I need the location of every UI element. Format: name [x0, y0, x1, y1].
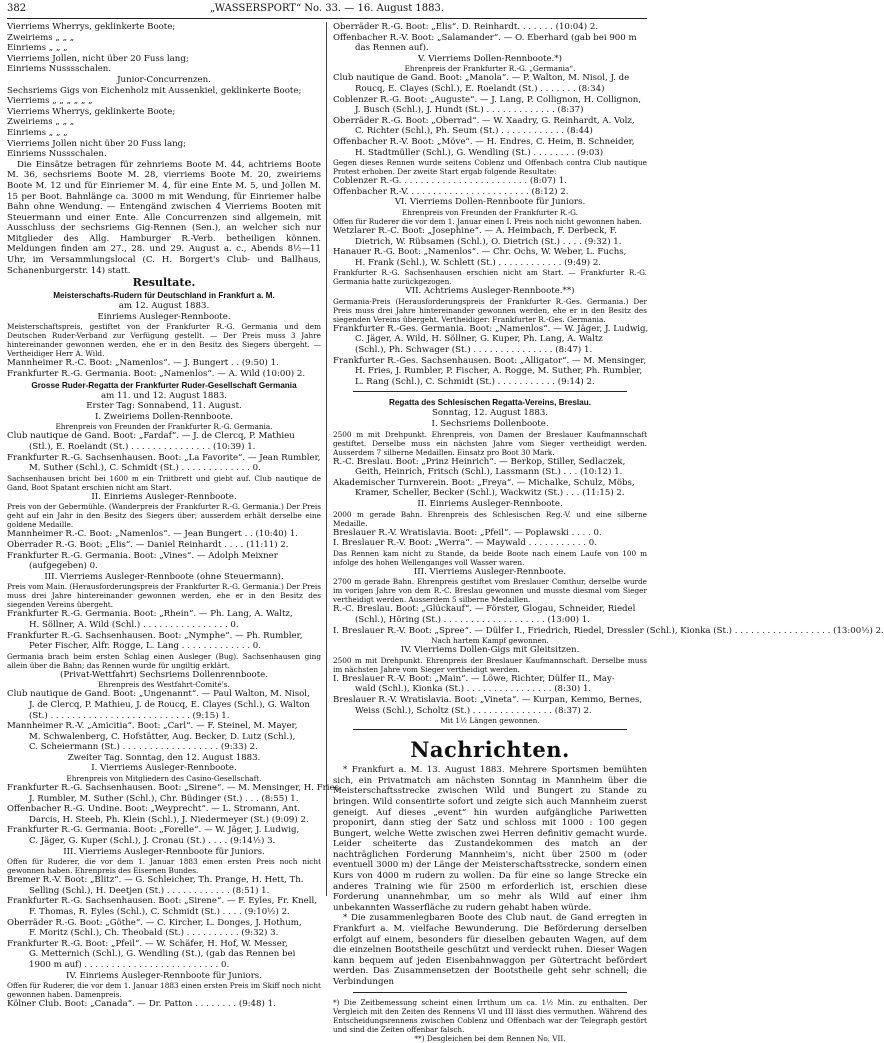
- text-line: Offenbacher R.-V. Boot: „Möve“. — H. Endres, C. Heim, B. Schneider,: [333, 136, 635, 147]
- text-line: Wetzlarer R.-C. Boot: „Josephine“. — A. Heimbach, F. Derbeck, F.: [333, 225, 618, 236]
- text-line: L. Rang (Schl.), C. Schmidt (St.) . . . . . . . . . . . (9:14) 2.: [355, 376, 595, 387]
- note: Nach hartem Kampf gewonnen.: [431, 636, 549, 646]
- note: Offen für Ruderer, die vor dem 1. Januar 1883 einen ersten Preis im Skiff noch nicht gewonnen haben. Damenpreis.: [7, 981, 321, 1000]
- regatta-heading: Grosse Ruder-Regatta der Frankfurter Ruder-Gesellschaft Germania: [31, 380, 297, 390]
- note: Preis von der Gebermühle. (Wanderpreis der Frankfurter R.-G. Germania.) Der Preis geht auf ein Jahr in den Besitz des Siegers über; ausserdem erhält derselbe eine goldene Medaille.: [7, 502, 321, 530]
- text-line: J. Rumbler, M. Suther (Schl.), Chr. Büdinger (St.) . . . (8:55) 1.: [29, 793, 299, 804]
- text-line: Frankfurter R.-G. Boot: „Pfeil“. — W. Schäfer, H. Hof, W. Messer,: [7, 938, 288, 949]
- text-line: Breslauer R.-V. Wratislavia. Boot: „Vineta“. — Kurpan, Kemmo, Bernes,: [333, 694, 643, 705]
- section-heading: Junior-Concurrenzen.: [117, 74, 211, 85]
- note: 2500 m mit Drehpunkt. Ehrenpreis, von Damen der Breslauer Kaufmannschaft gestiftet. Derselbe muss ein nächsten Jahre vom Sieger vertheidigt werden. Ausserdem 7 silberne Medaillen. Einsatz pro Boot 30 Mark.: [333, 429, 647, 457]
- text-line: Einriems „ „ „: [7, 127, 68, 138]
- text-line: (Stl.), E. Roelandt (St.) . . . . . . . . . . . . . . . (10:39) 1.: [29, 442, 256, 452]
- section-heading: am 11. und 12. August 1883.: [100, 390, 228, 401]
- text-line: Frankfurter R.-G. Germania. Boot: „Forelle“. — W. Jäger, J. Ludwig,: [7, 825, 300, 836]
- text-line: H. Stadtmüller (Schl.), G. Wendling (St.) . . . . . . . . (9:03): [355, 147, 604, 158]
- text-line: 1900 m auf) . . . . . . . . . . . . . . . . . . . . . . . . . 0.: [29, 959, 230, 970]
- separator-rule: [353, 391, 627, 392]
- text-line: Vierriems Wherrys, geklinkerte Boote;: [7, 22, 176, 32]
- text-line: Zweiriems „ „ „: [7, 117, 75, 128]
- text-line: (Schl.), Ph. Schwager (St.) . . . . . . . . . . . . . . . (8:47) 1.: [355, 345, 593, 356]
- text-line: Oberräder R.-G. Boot: „Oberrad“. — W. Xaadry, G. Reinhardt, A. Volz,: [333, 115, 635, 126]
- paragraph: Die Einsätze betragen für zehnriems Boote M. 44, achtriems Boote M. 36, sechsriems Boote M. 28, vierriems Boote M. 20, zweiriems Boote M. 12 und für Einriemer M. 4, für eine Ente M. 5, und Jollen M. 15 per Boot. Bahnlänge ca. 3000 m mit Wendung, für Einriemer halbe Bahn ohne Wendung. — Entengänd zwischen 4 Vierriems Booten mit Steuermann und einer Ente. Alle Concurrenzen sind allgemein, mit Ausschluss der sechsriems Gig-Rennen (Sen.), an welcher sich nur Mitglieder des Allg. Hamburger R.-Verb. betheiligen können. Meldungen finden am 27., 28. und 29. August a. c., Abends 8½—11 Uhr, im Versammlungslocal (C. H. Borgert's Club- und Ballhaus, Schanenburgerstr. 14) statt.: [7, 159, 321, 276]
- text-line: das Rennen auf).: [355, 43, 429, 54]
- section-heading: I. Vierriems Ausleger-Rennboote.: [91, 763, 237, 774]
- note: Germania brach beim ersten Schlag einen Ausleger (Bug). Sachsenhausen ging allein über die Bahn; das Rennen wurde für ungiltig erklärt.: [7, 651, 321, 670]
- text-line: Frankfurter R.-Ges. Germania. Boot: „Namenlos“. — W. Jäger, J. Ludwig,: [333, 323, 649, 334]
- note: Germania-Preis (Herausforderungspreis der Frankfurter R.-Ges. Germania.) Der Preis muss drei Jahre hintereinander gewonnen werden, ehe er in den Besitz des siegenden Vereins übergeht. Vertheidiger: Frankfurter R.-Ges. Germania.: [333, 296, 647, 324]
- text-line: Offenbacher R.-G. Undine. Boot: „Weyprecht“. — L. Stromann, Ant.: [7, 804, 301, 815]
- text-line: Geith, Heinrich, Fritsch (Schl.), Lassmann (St.) . . . (10:12) 1.: [355, 467, 623, 478]
- note: Ehrenpreis von Mitgliedern des Casino-Gesellschaft.: [66, 774, 262, 784]
- section-heading: III. Vierriems Ausleger-Rennboote.: [413, 566, 567, 577]
- section-heading: I. Sechsriems Dollenboote.: [431, 419, 549, 430]
- section-heading: am 12. August 1883.: [118, 301, 210, 312]
- text-line: F. Moritz (Schl.), Ch. Theobald (St.) . . . . . . . . . . (9:32) 3.: [29, 928, 279, 939]
- text-line: Mannheimer R.-C. Boot: „Namenlos“. — Jean Bungert . . (10:40) 1.: [7, 529, 298, 540]
- text-line: Selling (Schl.), H. Deetjen (St.) . . . . . . . . . . . . (8:51) 1.: [29, 885, 270, 896]
- note: Meisterschaftspreis, gestiftet von der Frankfurter R.-G. Germania und dem Deutschen Ruder-Verband zur Verfügung gestellt. — Der Preis muss 3 Jahre hintereinander gewonnen werden, ehe er in den Besitz des Siegers übergeht. — Vertheidiger Herr A. Wild.: [7, 322, 321, 359]
- right-column: [333, 22, 884, 1043]
- column-divider: [326, 22, 327, 896]
- text-line: R.-C. Breslau. Boot: „Glückauf“. — Förster, Glogau, Schneider, Riedel: [333, 604, 636, 615]
- text-line: Sechsriems Gigs von Eichenholz mit Aussenkiel, geklinkerte Boote;: [7, 85, 302, 96]
- text-line: Coblenzer R.-G. . . . . . . . . . . . . . . . . . . . . . . . (8:07) 1.: [333, 176, 567, 187]
- text-line: J. Busch (Schl.), J. Hundt (St.) . . . . . . . . . . . . . (8:37): [355, 105, 584, 116]
- text-line: R.-C. Breslau. Boot: „Prinz Heinrich“. — Berkop, Stiller, Sedlaczek,: [333, 456, 626, 467]
- text-line: Mannheimer R.-V. „Amicitia“. Boot: „Carl“. — F. Steinel, M. Mayer,: [7, 721, 298, 732]
- text-line: Kramer, Scheller, Becker (Schl.), Wackwitz (St.) . . . (11:15) 2.: [355, 488, 625, 499]
- text-line: Offenbacher R.-V. . . . . . . . . . . . . . . . . . . . . . . (8:12) 2.: [333, 186, 569, 197]
- section-heading: III. Vierriems Ausleger-Rennboote für Juniors.: [63, 846, 265, 857]
- text-line: Einriems Nussschalen.: [7, 149, 107, 160]
- text-line: Frankfurter R.-G. Sachsenhausen. Boot: „La Favorite“. — Jean Rumbler,: [7, 452, 321, 463]
- text-line: Oberräder R.-G. Boot: „Elis“. D. Reinhardt. . . . . . . (10:04) 2.: [333, 22, 599, 32]
- text-line: Hanauer R.-G. Boot: „Namenlos“. — Chr. Ochs, W. Weber, L. Fuchs,: [333, 247, 627, 258]
- text-line: Club nautique de Gand. Boot: „Fardaf“. — J. de Clercq, P. Mathieu: [7, 431, 295, 442]
- text-line: F. Thomas, R. Eyles (Schl.), C. Schmidt (St.) . . . . (9:10½) 2.: [29, 907, 290, 917]
- text-line: Vierriems Wherrys, geklinkerte Boote;: [7, 106, 176, 117]
- text-line: Mannheimer R.-C. Boot: „Namenlos“. — J. Bungert . . (9:50) 1.: [7, 358, 279, 369]
- text-line: Zweiriems „ „ „: [7, 32, 75, 43]
- section-heading: II. Einriems Ausleger-Rennboote.: [417, 499, 563, 509]
- text-line: Vierriems Jollen, nicht über 20 Fuss lang;: [7, 53, 189, 64]
- section-heading: V. Vierriems Dollen-Rennboote.*): [418, 53, 562, 64]
- section-title: Resultate.: [132, 276, 196, 290]
- note: 2500 m mit Drehpunkt. Ehrenpreis der Breslauer Kaufmannschaft. Derselbe muss im nächsten Jahre vom Sieger vertheidigt werden.: [333, 655, 647, 674]
- section-heading: III. Vierriems Ausleger-Rennboote (ohne Steuermann).: [44, 571, 284, 582]
- section-heading: Sonntag, 12. August 1883.: [431, 408, 549, 419]
- section-heading: IV. Vierriems Dollen-Gigs mit Gleitsitzen.: [400, 645, 580, 656]
- text-line: I. Breslauer R.-V. Boot: „Main“. — Löwe, Richter, Dülfer II., May-: [333, 673, 615, 684]
- text-line: Club nautique de Gand. Boot: „Manola“. — P. Walton, M. Nisol, J. de: [333, 73, 630, 84]
- text-line: Einriems Nusssschalen.: [7, 64, 112, 75]
- text-line: C. Jäger, G. Kuper (Schl.), J. Cronau (St.) . . . . (9:14½) 3.: [29, 836, 276, 847]
- note: Gegen dieses Rennen wurde seitens Coblenz und Offenbach contra Club nautique Protest erhoben. Der zweite Start ergab folgende Resultate:: [333, 158, 647, 177]
- text-line: (St.) . . . . . . . . . . . . . . . . . . . . . . . . . . (9:15) 1.: [29, 710, 230, 721]
- note: Frankfurter R.-G. Sachsenhausen erschien nicht am Start. — Frankfurter R.-G. Germania hatte zurückgezogen.: [333, 268, 647, 287]
- text-line: Frankfurter R.-G. Sachsenhausen. Boot: „Sirene“. — F. Eyles, Fr. Knell,: [7, 896, 317, 907]
- news-title: Nachrichten.: [410, 737, 570, 763]
- text-line: Breslauer R.-V. Wratislavia. Boot: „Pfeil“. — Poplawski . . . . 0.: [333, 527, 602, 538]
- text-line: Frankfurter R.-G. Germania. Boot: „Vines“. — Adolph Meixner: [7, 550, 278, 561]
- note: Das Rennen kam nicht zu Stande, da beide Boote nach einem Laufe von 100 m infolge des hohen Wellenganges voll Wasser waren.: [333, 548, 647, 567]
- text-line: Vierriems Jollen nicht über 20 Fuss lang;: [7, 138, 186, 149]
- text-line: Weiss (Schl.), Scholtz (St.) . . . . . . . . . . . . . . . (8:37) 2.: [355, 705, 592, 716]
- text-line: H. Söllner, A. Wild (Schl.) . . . . . . . . . . . . . . . . 0.: [29, 619, 239, 630]
- section-heading: I. Zweiriems Dollen-Rennboote.: [94, 411, 234, 422]
- note: *) Die Zeitbemessung scheint einen Irrthum um ca. 1½ Min. zu enthalten. Der Vergleich mit den Zeiten des Rennens VI und III lässt dies vermuthen. Während des Entscheidungsrennens zwischen Coblenz und Offenbach war der Telegraph gestört und sind die Zeiten offenbar falsch.: [333, 997, 647, 1034]
- text-line: Kölner Club. Boot: „Canada“. — Dr. Patton . . . . . . . . (9:48) 1.: [7, 999, 276, 1010]
- text-line: (Schl.), Höring (St.) . . . . . . . . . . . . . . . . . . . (13:00) 1.: [355, 614, 590, 625]
- running-title: „WASSERSPORT“ No. 33. — 16. August 1883.: [209, 3, 445, 14]
- text-line: Einriems „ „ „: [7, 43, 68, 54]
- text-line: Dietrich, W. Rübsamen (Schl.), O. Dietrich (St.) . . . . (9:32) 1.: [355, 236, 622, 247]
- text-line: C. Scheiermann (St.) . . . . . . . . . . . . . . . . . . (9:33) 2.: [29, 742, 258, 753]
- text-line: I. Breslauer R.-V. Boot: „Werra“. — Maywald . . . . . . . . . . . 0.: [333, 538, 597, 549]
- note: Sachsenhausen bricht bei 1600 m ein Triitbrett und giebt auf. Club nautique de Gand, Boot Spatant erschien nicht am Start.: [7, 473, 321, 492]
- note: Mit 1½ Längen gewonnen.: [440, 716, 540, 726]
- text-line: Akademischer Turnverein. Boot: „Freya“. — Michalke, Schulz, Möbs,: [333, 477, 635, 488]
- text-line: Coblenzer R.-G. Boot: „Auguste“. — J. Lang, P. Collignon, H. Collignon,: [333, 94, 642, 105]
- section-heading: IV. Einriems Ausleger-Rennboote für Juniors.: [66, 970, 262, 981]
- text-line: H. Fries, J. Rumbler, P. Fischer, A. Rogge, M. Suther, Ph. Rumbler,: [355, 366, 643, 377]
- section-heading: (Privat-Wettfahrt) Sechsriems Dollenrennboote.: [60, 669, 268, 680]
- text-line: Offenbacher R.-V. Boot: „Salamander“. — O. Eberhard (gab bei 900 m: [333, 32, 637, 43]
- text-line: C. Jäger, A. Wild, H. Söllner, G. Kuper, Ph. Lang, A. Waltz: [355, 334, 603, 345]
- text-line: Frankfurter R.-G. Germania. Boot: „Namenlos“. — A. Wild (10:00) 2.: [7, 369, 306, 380]
- text-line: I. Breslauer R.-V. Boot: „Spree“. — Dülfer I., Friedrich, Riedel, Dressler (Schl.), Kionka (St.) . . . . . . . . . . . . . . . . . . (13:00½) 2.: [333, 625, 884, 636]
- note: **) Desgleichen bei dem Rennen No. VII.: [414, 1033, 566, 1043]
- note: Ehrenpreis des Westfahrt-Comité's.: [98, 680, 230, 690]
- text-line: H. Frank (Schl.), W. Schlett (St.) . . . . . . . . . . . . (9:49) 2.: [355, 257, 602, 268]
- section-heading: Zweiter Tag. Sonntag, den 12. August 1883.: [67, 752, 261, 763]
- note: Ehrenpreis von Freunden der Frankfurter R.-G. Germania.: [55, 422, 273, 432]
- text-line: (aufgegeben) 0.: [29, 561, 98, 572]
- text-line: J. de Clercq, P. Mathieu, J. de Roucq, E. Clayes (Schl.), G. Walton: [29, 699, 310, 710]
- paragraph: * Die zusammenlegbaren Boote des Club naut. de Gand erregten in Frankfurt a. M. vielfache Bewunderung. Die Beförderung derselben erfolgt auf einem, besonders für dieselben gebauten Wagen, auf dem die einzelnen Bootstheile geschützt und verdeckt ruhen. Dieser Wagen kann bequem auf jeden Eisenbahnwaggon per Gütertracht befördert werden. Das Zusammensetzen der Bootstheile geht sehr schnell; die Verbindungen: [333, 913, 647, 987]
- text-line: C. Richter (Schl.), Ph. Seum (St.) . . . . . . . . . . . . (8:44): [355, 126, 593, 137]
- text-line: Frankfurter R.-G. Sachsenhausen. Boot: „Sirene“. — M. Mensinger, H. Fries,: [7, 783, 342, 794]
- text-line: Darcis, H. Steeb, Ph. Klein (Schl.), J. Niedermeyer (St.) (9:09) 2.: [29, 814, 309, 825]
- regatta-heading: Meisterschafts-Rudern für Deutschland in Frankfurt a. M.: [53, 291, 275, 301]
- text-line: M. Suther (Schl.), C. Schmidt (St.) . . . . . . . . . . . . . 0.: [29, 463, 261, 474]
- note: 2700 m gerade Bahn. Ehrenpreis gestiftet vom Breslauer Comthur, derselbe wurde im vorigen Jahre von dem R.-C. Breslau gewonnen und musste diesmal vom Sieger vertheidigt werden. Ausserdem 5 silberne Medaillen.: [333, 577, 647, 605]
- separator-rule: [353, 992, 627, 993]
- regatta-heading: Regatta des Schlesischen Regatta-Vereins, Breslau.: [388, 398, 592, 408]
- text-line: Roucq, E. Clayes (Schl.), E. Roelandt (St.) . . . . . . . (8:34): [355, 83, 605, 94]
- header-rule: [7, 18, 647, 19]
- text-line: Oberrader R.-G. Boot: „Elis“. — Daniel Reinhardt . . . . (11:11) 2.: [7, 539, 289, 550]
- page-header: [7, 3, 647, 17]
- separator-rule: [353, 729, 627, 730]
- note: Offen für Ruderer die vor dem 1. Januar einen I. Preis noch nicht gewonnen haben.: [333, 216, 642, 226]
- text-line: G. Metternich (Schl.), G. Wendling (St.), (gab das Rennen bei: [29, 949, 296, 960]
- note: 2000 m gerade Bahn. Ehrenpreis des Schlesischen Reg.-V. und eine silberne Medaille.: [333, 509, 647, 528]
- text-line: Frankfurter R.-G. Sachsenhausen. Boot: „Nymphe“. — Ph. Rumbler,: [7, 630, 303, 641]
- text-line: Peter Fischer, Alfr. Rogge, L. Lang . . . . . . . . . . . . . 0.: [29, 641, 261, 652]
- text-line: Bremer R.-V. Boot: „Blitz“. — G. Schleicher, Th. Prange, H. Hett, Th.: [7, 875, 304, 886]
- text-line: Club nautique de Gand. Boot: „Ungenannt“. — Paul Walton, M. Nisol,: [7, 689, 310, 700]
- section-heading: VII. Achtriems Ausleger-Rennboote.**): [405, 286, 575, 297]
- section-heading: II. Einriems Ausleger-Rennboote.: [91, 491, 237, 502]
- text-line: Frankfurter R.-G. Germania. Boot: „Rhein“. — Ph. Lang, A. Waltz,: [7, 609, 293, 620]
- section-heading: Einriems Ausleger-Rennboote.: [97, 311, 231, 322]
- note: Ehrenpreis von Freunden der Frankfurter R.-G.: [401, 207, 579, 217]
- text-line: Vierriems „ „ „ „ „ „: [7, 96, 93, 107]
- section-heading: Erster Tag: Sonnabend, 11. August.: [86, 401, 242, 412]
- text-line: Oberräder R.-G. Boot: „Göthe“. — C. Kircher, L. Donges, J. Hothum,: [7, 917, 302, 928]
- note: Preis vom Main. (Herausforderungspreis der Frankfurter R.-G. Germania.) Der Preis muss drei Jahre hintereinander gewonnen werden, ehe er in den Besitz des siegenden Vereins übergeht.: [7, 582, 321, 610]
- page-number: 382: [7, 3, 27, 14]
- text-line: Frankfurter R.-Ges. Sachsenhausen. Boot: „Alligator“. — M. Mensinger,: [333, 355, 647, 366]
- note: Offen für Ruderer, die vor dem 1. Januar 1883 einen ersten Preis noch nicht gewonnen haben. Ehrenpreis des Eisernen Bundes.: [7, 857, 321, 876]
- text-line: wald (Schl.), Kionka (St.) . . . . . . . . . . . . . . . . (8:30) 1.: [355, 684, 592, 695]
- left-column: [7, 22, 342, 1010]
- note: Ehrenpreis der Frankfurter R.-G. „Germania“.: [404, 64, 576, 74]
- paragraph: * Frankfurt a. M. 13. August 1883. Mehrere Sportsmen bemühten sich, ein Privatmatch am nächsten Sonntag in Mannheim über die Meisterschaftsstrecke zwischen Wild und Bungert zu Stande zu bringen. Wild consentirte sofort und zeigte sich auch Mannheim zuerst geneigt. Auf dieses „event“ hin wurden aufgängliche Pariwetten proponirt, dann stieg der Satz und schloss mit 1000 : 100 gegen Bungert, welche Wette zwischen zwei Herren definitiv gemacht wurde. Leider scheiterte das Zustandekommen des match an der nachträglichen Forderung Mannheim's, nicht über 2500 m (oder eventuell 3000 m) der Länge der Meisterschaftsstrecke, sondern einen Kurs von 4000 m rudern zu wollen. Da für eine so lange Strecke ein anderes Training wie für 2500 m erforderlich ist, erschien diese Forderung unannehmbar, um so mehr als Wild auf einer ihm unbekannten Wasserfläche zu rudern gehabt haben würde.: [333, 765, 647, 913]
- text-line: M. Schwalenberg, C. Hofstätter, Aug. Becker, D. Lutz (Schl.),: [29, 731, 296, 742]
- section-heading: VI. Vierriems Dollen-Rennboote für Juniors.: [394, 197, 586, 208]
